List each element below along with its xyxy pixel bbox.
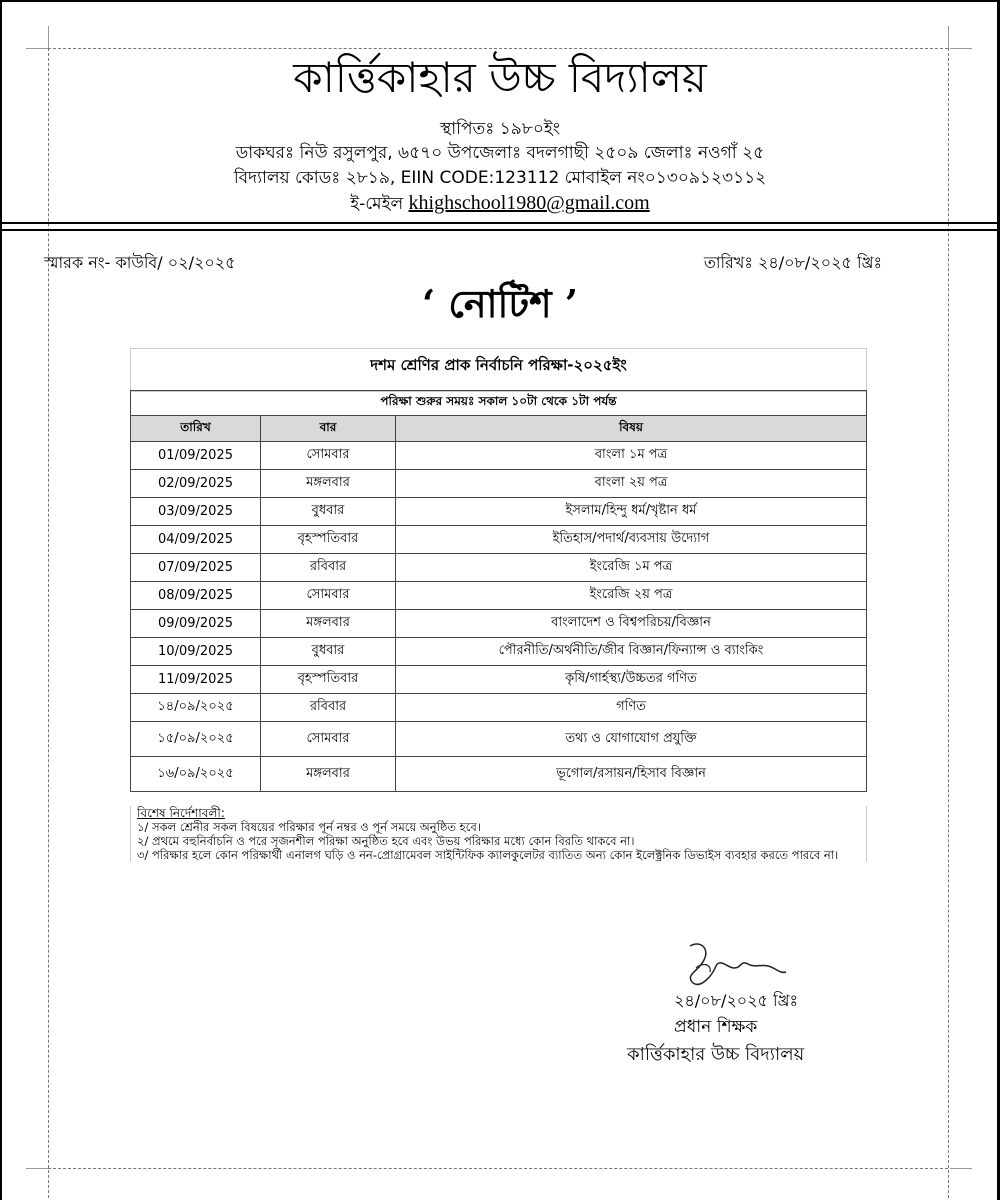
exam-title: দশম শ্রেণির প্রাক নির্বাচনি পরিক্ষা-২০২৫ইং — [130, 348, 867, 392]
cell-date: ১৪/০৯/২০২৫ — [131, 694, 261, 722]
cell-day: সোমবার — [261, 722, 396, 757]
table-row — [131, 610, 867, 638]
cell-date: 07/09/2025 — [131, 554, 261, 582]
cell-date: 02/09/2025 — [131, 470, 261, 498]
cell-subject: তথ্য ও যোগাযোগ প্রযুক্তি — [396, 722, 867, 757]
signature-date: ২৪/০৮/২০২৫ খ্রিঃ — [674, 991, 799, 1010]
instructions-heading: বিশেষ নির্দেশাবলী: — [137, 806, 225, 820]
table-row — [131, 526, 867, 554]
signature-title: প্রধান শিক্ষক — [674, 1017, 758, 1037]
cell-subject: ইসলাম/হিন্দু ধর্ম/খৃষ্টান ধর্ম — [396, 498, 867, 526]
table-row — [131, 582, 867, 610]
cell-date: ১৬/০৯/২০২৫ — [131, 757, 261, 792]
table-row — [131, 694, 867, 722]
cell-date: 08/09/2025 — [131, 582, 261, 610]
cell-subject: কৃষি/গার্হস্থ্য/উচ্চতর গণিত — [396, 666, 867, 694]
email-link[interactable]: khighschool1980@gmail.com — [408, 192, 650, 214]
column-header-date: তারিখ — [131, 416, 261, 442]
margin-guide-bottom — [48, 1168, 948, 1169]
margin-guide-left — [48, 48, 49, 1198]
table-row — [131, 638, 867, 666]
memo-date: তারিখঃ ২৪/০৮/২০২৫ খ্রিঃ — [703, 253, 882, 272]
cell-subject: ইংরেজি ২য় পত্র — [396, 582, 867, 610]
headmaster-signature — [682, 938, 792, 990]
cell-day: রবিবার — [261, 694, 396, 722]
instruction-item: ৩/ পরিক্ষার হলে কোন পরিক্ষার্থী এনালগ ঘড়ি ও নন-প্রোগ্রামেবল সাইন্টিফিক ক্যালকুলেটর ব্যাতিত অন্য কোন ইলেক্ট্রনিক ডিভাইস ব্যবহার করতে পারবে না। — [137, 848, 839, 862]
margin-guide-right — [948, 48, 949, 1198]
signature-school: কার্ত্তিকাহার উচ্চ বিদ্যালয় — [627, 1044, 805, 1065]
table-row — [131, 757, 867, 792]
margin-guide-top — [48, 48, 948, 49]
cell-day: রবিবার — [261, 554, 396, 582]
cell-subject: ইতিহাস/পদার্থ/ব্যবসায় উদ্যোগ — [396, 526, 867, 554]
cell-day: মঙ্গলবার — [261, 610, 396, 638]
crop-mark — [950, 1168, 972, 1169]
email-line — [0, 192, 1000, 215]
school-name: কার্ত্তিকাহার উচ্চ বিদ্যালয় — [293, 53, 707, 102]
header-divider — [0, 229, 1000, 231]
crop-mark — [48, 26, 49, 48]
memo-number: স্মারক নং- কাউবি/ ০২/২০২৫ — [44, 253, 236, 272]
table-row — [131, 498, 867, 526]
column-header-subject: বিষয় — [396, 416, 867, 442]
email-label: ই-মেইল — [350, 194, 404, 214]
cell-date: ১৫/০৯/২০২৫ — [131, 722, 261, 757]
crop-mark — [950, 48, 972, 49]
instruction-item: ২/ প্রথমে বহুনির্বাচনি ও পরে সৃজনশীল পরিক্ষা অনুষ্ঠিত হবে এবং উভয় পরিক্ষার মধ্যে কোন বিরতি থাকবে না। — [137, 834, 635, 848]
cell-subject: পৌরনীতি/অর্থনীতি/জীব বিজ্ঞান/ফিন্যান্স ও ব্যাংকিং — [396, 638, 867, 666]
cell-date: 10/09/2025 — [131, 638, 261, 666]
cell-subject: বাংলা ১ম পত্র — [396, 442, 867, 470]
table-row — [131, 442, 867, 470]
table-row — [131, 470, 867, 498]
cell-day: বৃহস্পতিবার — [261, 526, 396, 554]
table-row — [131, 554, 867, 582]
notice-title: ‘ নোটিশ ’ — [421, 281, 579, 326]
cell-date: 03/09/2025 — [131, 498, 261, 526]
cell-day: বুধবার — [261, 638, 396, 666]
crop-mark — [948, 26, 949, 48]
cell-subject: ভূগোল/রসায়ন/হিসাব বিজ্ঞান — [396, 757, 867, 792]
cell-date: 04/09/2025 — [131, 526, 261, 554]
cell-date: 01/09/2025 — [131, 442, 261, 470]
cell-day: সোমবার — [261, 582, 396, 610]
special-instructions — [130, 806, 867, 862]
crop-mark — [26, 48, 48, 49]
cell-day: সোমবার — [261, 442, 396, 470]
code-line: বিদ্যালয় কোডঃ ২৮১৯, EIIN CODE:123112 মোবাইল নং০১৩০৯১২৩১১২ — [233, 168, 767, 188]
cell-day: বুধবার — [261, 498, 396, 526]
page-border-top — [0, 0, 1000, 2]
cell-subject: ইংরেজি ১ম পত্র — [396, 554, 867, 582]
exam-schedule-table — [130, 390, 867, 792]
cell-date: 11/09/2025 — [131, 666, 261, 694]
instruction-item: ১/ সকল শ্রেনীর সকল বিষয়ের পরিক্ষার পূর্ন নম্বর ও পূর্ন সময়ে অনুষ্ঠিত হবে। — [137, 820, 481, 834]
established-line: স্থাপিতঃ ১৯৮০ইং — [439, 119, 561, 139]
column-header-day: বার — [261, 416, 396, 442]
cell-subject: বাংলা ২য় পত্র — [396, 470, 867, 498]
cell-day: মঙ্গলবার — [261, 757, 396, 792]
table-row — [131, 666, 867, 694]
cell-subject: গণিত — [396, 694, 867, 722]
crop-mark — [26, 1168, 48, 1169]
cell-day: মঙ্গলবার — [261, 470, 396, 498]
address-line: ডাকঘরঃ নিউ রসুলপুর, ৬৫৭০ উপজেলাঃ বদলগাছী ২৫০৯ জেলাঃ নওগাঁ ২৫ — [235, 143, 765, 163]
cell-subject: বাংলাদেশ ও বিশ্বপরিচয়/বিজ্ঞান — [396, 610, 867, 638]
exam-time: পরিক্ষা শুরুর সময়ঃ সকাল ১০টা থেকে ১টা পর্যন্ত — [131, 391, 867, 416]
cell-day: বৃহস্পতিবার — [261, 666, 396, 694]
header-divider — [0, 222, 1000, 224]
table-row — [131, 722, 867, 757]
cell-date: 09/09/2025 — [131, 610, 261, 638]
